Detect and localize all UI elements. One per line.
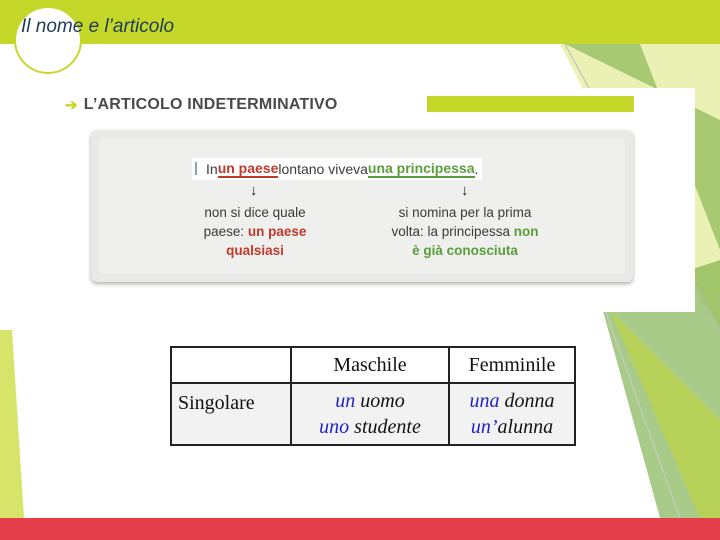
excerpt-heading-text: L’ARTICOLO INDETERMINATIVO [83,96,338,113]
left-note [189,203,321,260]
indefinite-article-table [170,346,576,446]
slide-title: Il nome e l’articolo [21,16,175,37]
sentence-marker-icon [195,162,203,175]
excerpt-heading [65,94,338,116]
noun-text: donna [499,390,555,412]
arrow-down-icon: ↓ [461,182,469,199]
left-note-emphasis: un paese [247,224,307,239]
right-note-line3: è già conosciuta [412,243,518,258]
example-sentence [192,158,482,180]
sentence-part1: In [206,161,218,177]
article-text: un [335,390,356,412]
sentence-part2: lontano viveva [278,161,368,177]
article-text: un’ [470,416,498,438]
maschile-line [298,414,442,440]
right-note-line2-prefix: volta: la principessa [391,224,514,239]
left-note-line3: qualsiasi [226,243,284,258]
cell-femminile [449,383,575,445]
row-label-singolare: Singolare [171,383,291,445]
sentence-noun-phrase: una principessa [367,160,475,176]
heading-rule [427,96,634,112]
sentence-article-phrase: un paese [217,160,279,176]
noun-text: uomo [355,390,405,412]
table-header-maschile: Maschile [291,347,449,383]
right-note-emphasis: non [513,224,539,239]
table-header-row [171,347,575,383]
arrow-down-icon: ↓ [250,182,258,199]
textbook-excerpt [55,88,695,312]
maschile-line [298,388,442,414]
left-note-line2-prefix: paese: [203,224,248,239]
article-text: una [469,390,500,412]
noun-text: studente [349,416,421,438]
sentence-end: . [474,161,479,177]
left-note-line2 [189,222,321,241]
right-note [373,203,557,260]
right-note-line2 [373,222,557,241]
noun-text: alunna [497,416,554,438]
table-row [171,383,575,445]
table-header-femminile: Femminile [449,347,575,383]
left-note-line1: non si dice quale [204,205,306,220]
femminile-line [456,388,568,414]
femminile-line [456,414,568,440]
bottom-bar [0,518,720,540]
cell-maschile [291,383,449,445]
arrow-right-icon: ➔ [65,97,78,114]
article-text: uno [319,416,350,438]
right-note-line1: si nomina per la prima [398,205,532,220]
table-header-empty [171,347,291,383]
